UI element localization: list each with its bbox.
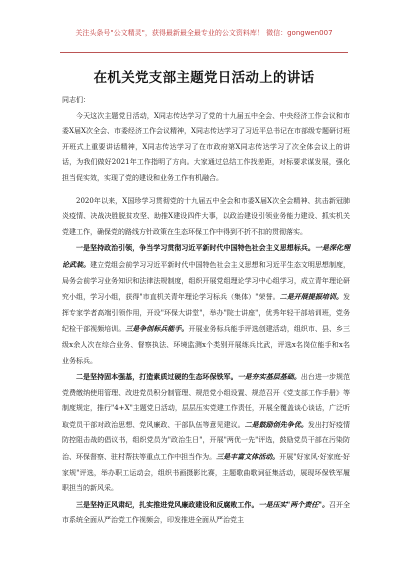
section-2-body-2: 发出打好疫情防控阻击战的倡议书，组织党员为"政治生日"，开展"两优一先"评选，鼓励党员干部在污染防治、环保督察、驻村帮扶等重点工作中担当作为。: [62, 420, 351, 462]
paragraph-2: 2020年以来，X国珍学习贯彻党的十九届五中全会和市委X届X次全会精神、抗击新冠肺炎疫情、决战决胜脱贫攻坚、助推X建设四件大事，以政治建设引领业务能力建设、抓实机关党建工作，确保党的路线方针政策在生态环保工作中得到不折不扣的贯彻落实。: [62, 196, 350, 236]
section-1-sub-1: 一是深化理论武装。: [62, 243, 351, 269]
document-title: 在机关党支部主题党日活动上的讲话: [93, 70, 315, 86]
section-2: [62, 369, 350, 497]
section-2-sub-2: 二是鼓励创先争优。: [244, 419, 308, 429]
section-2-sub-1: 一是夯实基层基础。: [237, 372, 301, 382]
section-3-heading: 三是坚持正风肃纪，扎实推进党风廉政建设和反腐败工作。: [76, 499, 259, 509]
paragraph-1: 今天这次主题党日活动，X同志传达学习了党的十九届五中全会、中央经济工作会议和市委X届X次全会、市委经济工作会议精神，X同志传达学习了习近平总书记在市部级专题研讨班开班式上重要讲话精神，X同志传达学习了在市政府第X同志传达学习了次全体会议上的讲话，为我们做好2021年工作指明了方向。大家通过总结工作找差距，对标要求谋发展，强化担当促实效，实现了党的建设和业务工作有机融合。: [62, 111, 350, 182]
section-2-heading: 二是坚持固本强基，打造素质过硬的生态环保铁军。: [76, 372, 238, 382]
header-rule: [60, 52, 348, 53]
greeting: 同志们：: [62, 96, 90, 104]
section-1-body-3: 开展业务标兵能手评选创建活动，组织市、县、乡三级x余人次在综合业务、督察执法、环境监测x个类别开展练兵比武，评选x名岗位能手和x名业务标兵。: [62, 325, 351, 365]
section-2-sub-3: 三是丰富文体活动。: [216, 452, 280, 462]
section-2-body-3: 开展"好家风·好家庭·好家规"评选，举办职工运动会，组织书画摄影比赛，主题歌曲歌词征集活动，展现环保铁军履职担当的新风采。: [62, 453, 351, 493]
section-3-body-1: 召开全市系统全面从严治党工作视频会，印发推进全面从严治党主: [62, 500, 351, 525]
header-banner: 关注头条号"公文精灵"，获得最新最全最专业的公文资料库！ 微信：gongwen007: [75, 29, 333, 37]
document-body: [62, 93, 350, 529]
section-1-sub-2: 二是开展提振培训。: [279, 292, 343, 302]
section-2-body-1: 出台进一步规范党费缴纳使用管理、改进党员积分制管理、规范党小组设置、规范召开《党支部工作手册》等制度规定，推行"4+X"主题党日活动，层层压实党建工作责任，开展全覆盖谈心谈话，广泛听取党员干部对政治思想、党风廉政、干部队伍等意见建议。: [62, 373, 351, 429]
section-3: [62, 497, 350, 529]
section-1-heading: 一是坚持政治引领，争当学习贯彻习近平新时代中国特色社会主义思想标兵。: [76, 243, 315, 253]
section-3-sub-1: 一是压实"两个责任"。: [258, 499, 329, 509]
section-1-body-2: 发挥专家学者高端引领作用，开设"环保大讲堂"，举办"院士讲座"，优秀年轻干部培训班，党务纪检干部视频培训。: [62, 293, 350, 334]
section-1-sub-3: 三是争创标兵能手。: [125, 324, 189, 334]
section-1: [62, 240, 350, 369]
section-1-body-1: 建立党组会前学习习近平新时代中国特色社会主义思想和习近平生态文明思想制度，局务会前学习业务知识和法律法规制度，组织开展党组理论学习中心组学习，成立青年理论研究小组，学习小组，获得"市直机关青年理论学习标兵（集体）"荣誉。: [62, 260, 351, 302]
